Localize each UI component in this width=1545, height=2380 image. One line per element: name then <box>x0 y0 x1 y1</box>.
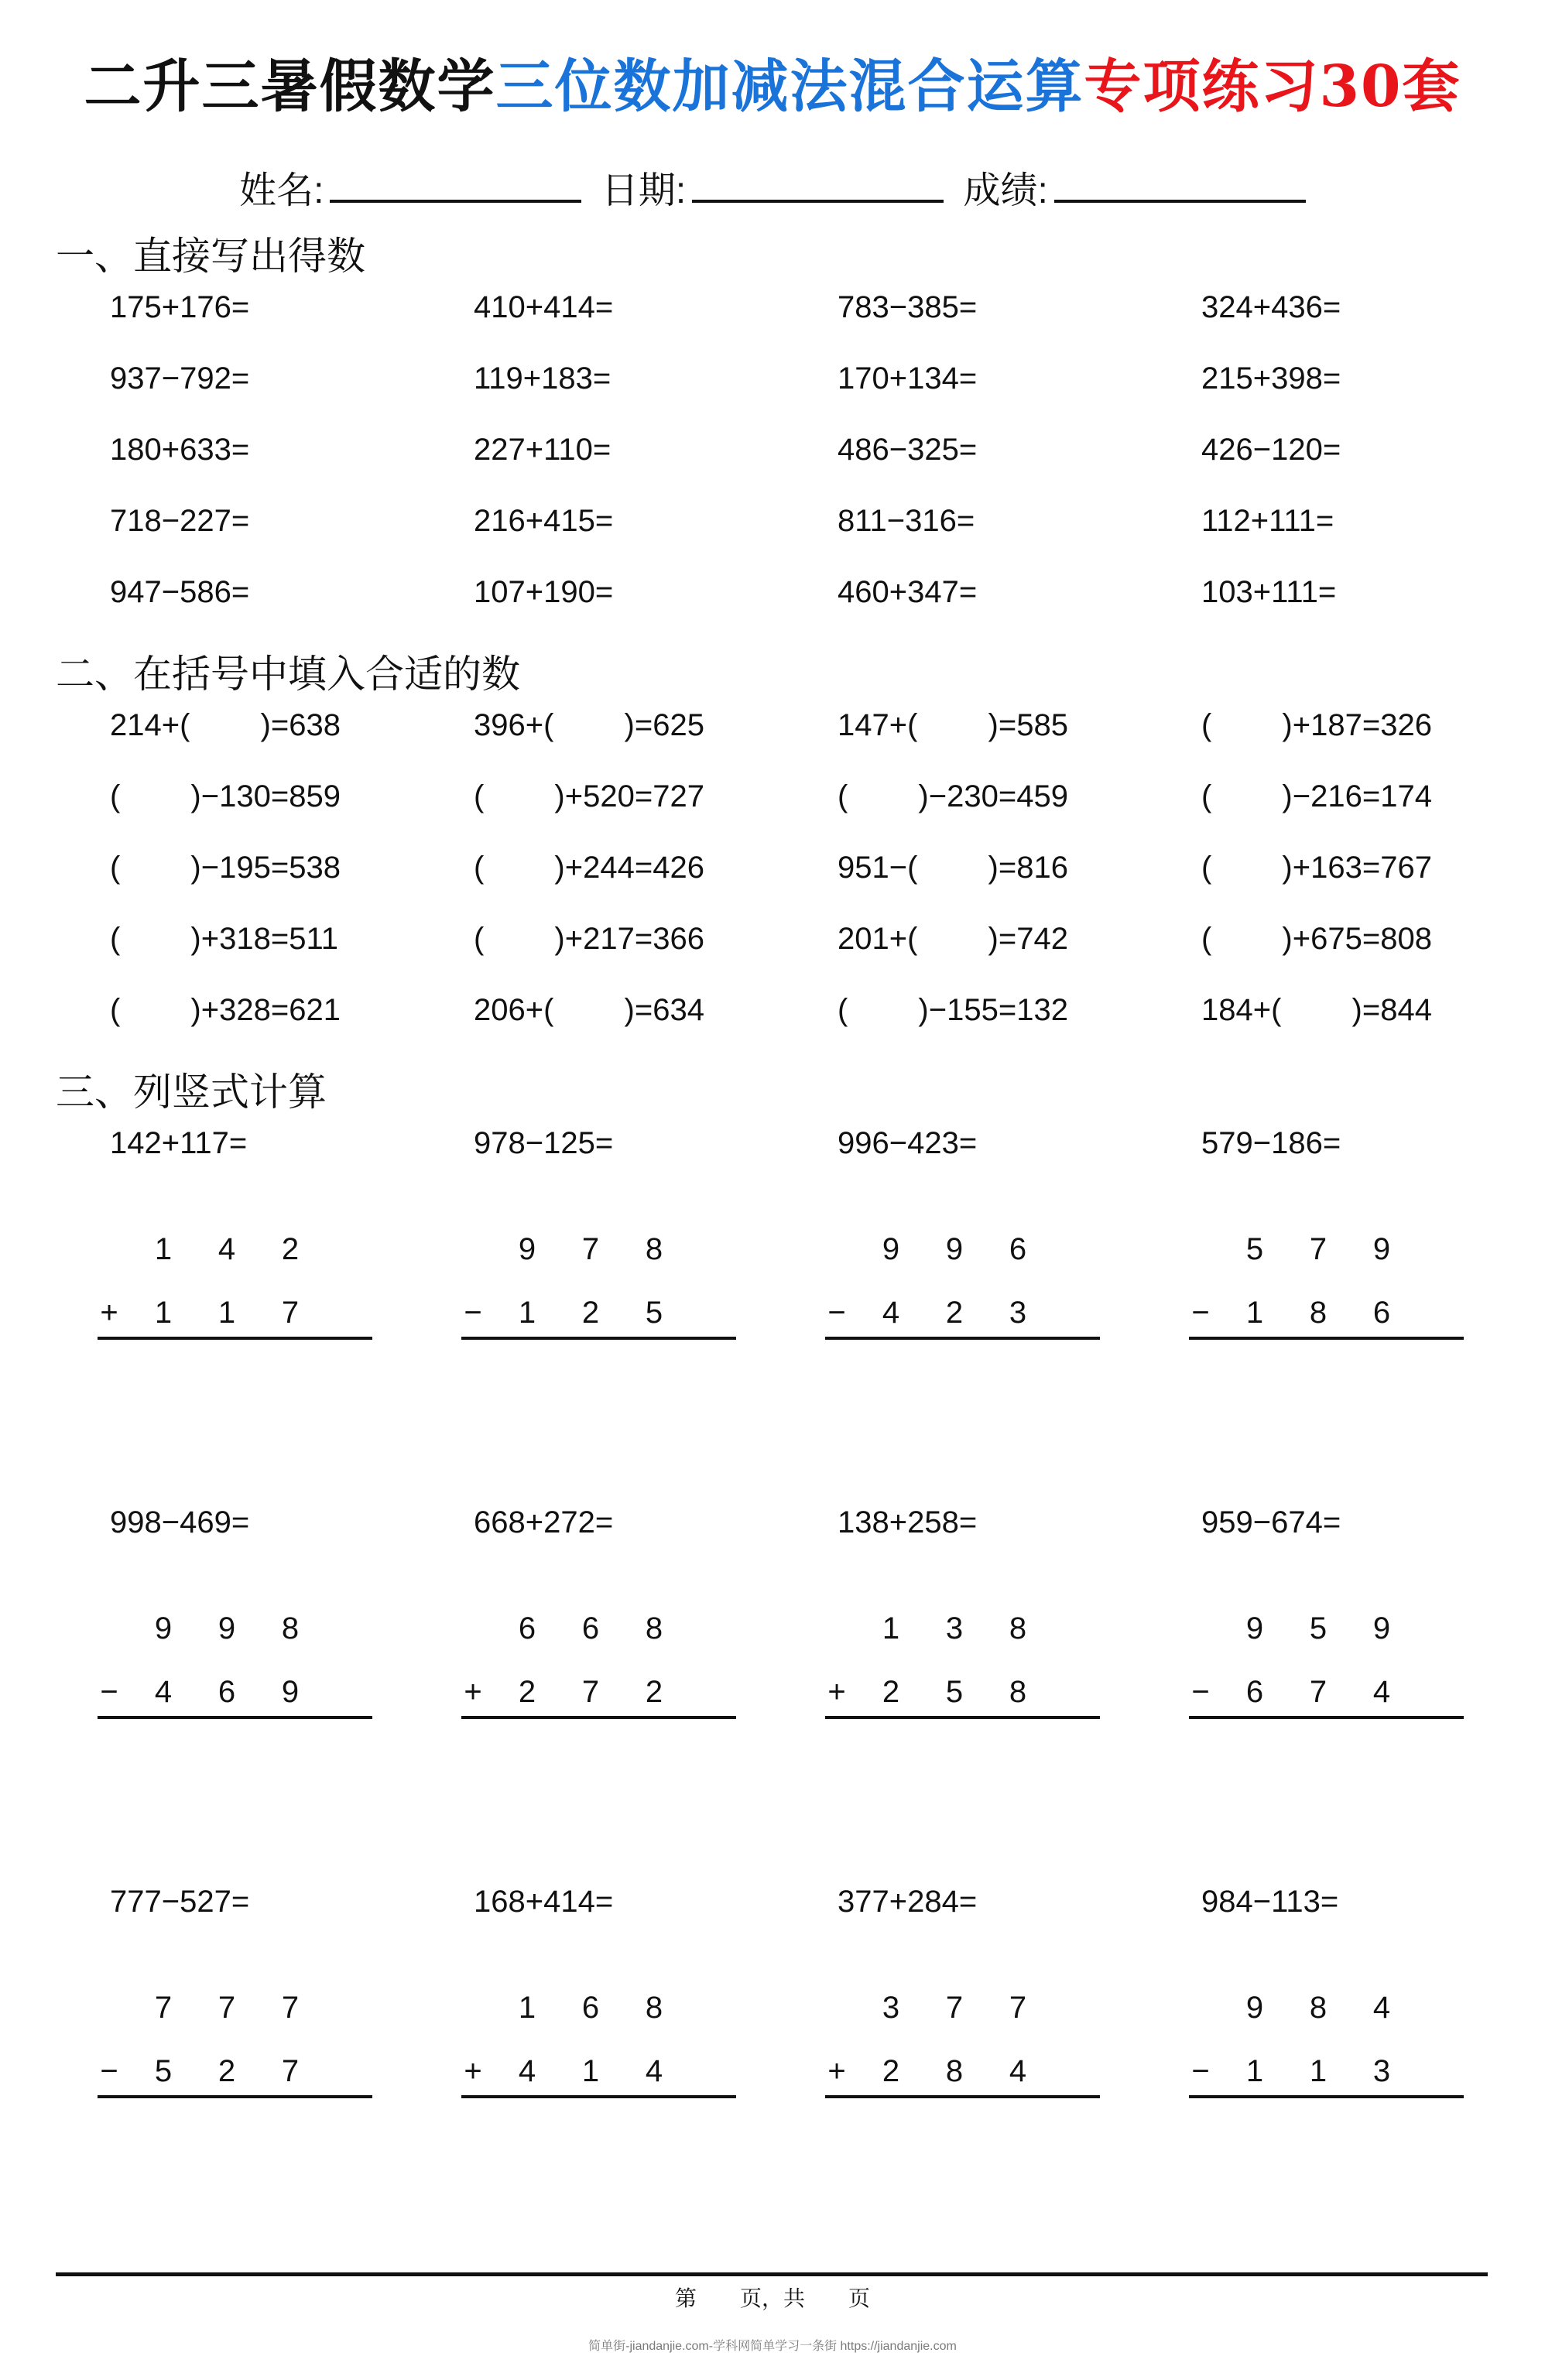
digit: 5 <box>645 1296 663 1330</box>
digit: 7 <box>281 2054 300 2088</box>
section-direct-title: 一、直接写出得数 <box>56 235 365 278</box>
digit: 3 <box>882 1991 900 2025</box>
digit: 5 <box>1245 1232 1264 1266</box>
problem-item: ( )−130=859 <box>110 779 341 813</box>
digit: 4 <box>1372 1675 1391 1709</box>
digit: 8 <box>945 2054 964 2088</box>
problem-item: 112+111= <box>1201 504 1334 538</box>
problem-item: 811−316= <box>838 504 975 538</box>
digit: 9 <box>518 1232 536 1266</box>
vertical-calculation <box>825 1988 1104 2104</box>
title-grade: 二升三暑假数学 <box>84 53 496 120</box>
bottom-operand <box>1189 1673 1468 1711</box>
digit: 8 <box>281 1611 300 1645</box>
problem-item: ( )−195=538 <box>110 851 341 885</box>
bottom-operand <box>461 2052 740 2091</box>
digit: 6 <box>581 1991 600 2025</box>
digit: 7 <box>281 1991 300 2025</box>
page-number: 第 页，共 页 <box>674 2286 870 2310</box>
digit: 2 <box>281 1232 300 1266</box>
answer-line[interactable] <box>461 1716 736 1719</box>
vertical-calculation <box>98 1609 376 1725</box>
operator-sign: − <box>1191 2054 1210 2088</box>
vertical-calculation <box>825 1609 1104 1725</box>
digit: 3 <box>1372 2054 1391 2088</box>
digit: 7 <box>581 1675 600 1709</box>
digit: 4 <box>1372 1991 1391 2025</box>
vertical-calculation <box>98 1230 376 1346</box>
title-topic: 三位数加减法混合运算 <box>495 53 1084 120</box>
problem-item: ( )−216=174 <box>1201 779 1432 813</box>
operator-sign: − <box>464 1296 482 1330</box>
digit: 8 <box>645 1611 663 1645</box>
digit: 1 <box>518 1296 536 1330</box>
digit: 4 <box>645 2054 663 2088</box>
top-operand <box>1189 1230 1468 1269</box>
digit: 7 <box>1009 1991 1027 2025</box>
digit: 8 <box>1009 1611 1027 1645</box>
digit: 4 <box>154 1675 173 1709</box>
operator-sign: − <box>827 1296 846 1330</box>
digit: 7 <box>281 1296 300 1330</box>
digit: 1 <box>218 1296 236 1330</box>
top-operand <box>1189 1988 1468 2027</box>
problem-item: 460+347= <box>838 575 978 609</box>
bottom-operand <box>98 2052 376 2091</box>
answer-line[interactable] <box>1189 1337 1464 1340</box>
problem-item: ( )−230=459 <box>838 779 1068 813</box>
date-blank[interactable] <box>692 163 944 203</box>
digit: 5 <box>945 1675 964 1709</box>
digit: 4 <box>518 2054 536 2088</box>
problem-item: 937−792= <box>110 361 250 396</box>
vertical-problem-prompt: 998−469= <box>110 1505 250 1539</box>
operator-sign: − <box>1191 1675 1210 1709</box>
vertical-problem-prompt: 984−113= <box>1201 1885 1339 1919</box>
top-operand <box>461 1988 740 2027</box>
vertical-problem-prompt: 668+272= <box>474 1505 614 1539</box>
digit: 1 <box>518 1991 536 2025</box>
problem-item: ( )+675=808 <box>1201 922 1432 956</box>
digit: 3 <box>945 1611 964 1645</box>
top-operand <box>98 1988 376 2027</box>
digit: 2 <box>581 1296 600 1330</box>
digit: 1 <box>882 1611 900 1645</box>
digit: 4 <box>218 1232 236 1266</box>
problem-item: ( )+244=426 <box>474 851 704 885</box>
top-operand <box>98 1609 376 1648</box>
digit: 1 <box>581 2054 600 2088</box>
digit: 7 <box>1309 1675 1327 1709</box>
digit: 7 <box>1309 1232 1327 1266</box>
problem-item: ( )+217=366 <box>474 922 704 956</box>
answer-line[interactable] <box>825 1337 1100 1340</box>
problem-item: 324+436= <box>1201 290 1341 324</box>
answer-line[interactable] <box>825 2095 1100 2098</box>
digit: 5 <box>154 2054 173 2088</box>
problem-item: ( )+187=326 <box>1201 708 1432 742</box>
vertical-calculation <box>1189 1230 1468 1346</box>
vertical-problem-prompt: 777−527= <box>110 1885 250 1919</box>
name-blank[interactable] <box>330 163 581 203</box>
problem-item: 951−( )=816 <box>838 851 1068 885</box>
answer-line[interactable] <box>98 2095 372 2098</box>
problem-item: 227+110= <box>474 433 611 467</box>
problem-item: 410+414= <box>474 290 614 324</box>
operator-sign: − <box>100 2054 118 2088</box>
digit: 1 <box>154 1296 173 1330</box>
problem-item: 216+415= <box>474 504 614 538</box>
bottom-operand <box>825 1293 1104 1332</box>
digit: 6 <box>1009 1232 1027 1266</box>
bottom-operand <box>98 1673 376 1711</box>
operator-sign: + <box>827 1675 846 1709</box>
problem-item: ( )+520=727 <box>474 779 704 813</box>
digit: 2 <box>882 2054 900 2088</box>
digit: 1 <box>1245 2054 1264 2088</box>
name-field <box>239 163 581 218</box>
problem-item: 170+134= <box>838 361 978 396</box>
problem-item: ( )−155=132 <box>838 993 1068 1027</box>
digit: 6 <box>1372 1296 1391 1330</box>
bottom-operand <box>461 1293 740 1332</box>
operator-sign: − <box>100 1675 118 1709</box>
vertical-problem-prompt: 138+258= <box>838 1505 978 1539</box>
digit: 7 <box>218 1991 236 2025</box>
digit: 2 <box>518 1675 536 1709</box>
vertical-calculation <box>1189 1609 1468 1725</box>
digit: 9 <box>154 1611 173 1645</box>
top-operand <box>461 1230 740 1269</box>
vertical-problem-prompt: 142+117= <box>110 1126 248 1160</box>
top-operand <box>825 1230 1104 1269</box>
digit: 5 <box>1309 1611 1327 1645</box>
problem-item: 426−120= <box>1201 433 1341 467</box>
top-operand <box>825 1609 1104 1648</box>
operator-sign: − <box>1191 1296 1210 1330</box>
watermark: 简单街-jiandanjie.com-学科网简单学习一条街 https://jiandanjie.com <box>588 2340 957 2353</box>
top-operand <box>1189 1609 1468 1648</box>
digit: 2 <box>945 1296 964 1330</box>
problem-item: ( )+163=767 <box>1201 851 1432 885</box>
vertical-calculation <box>1189 1988 1468 2104</box>
digit: 8 <box>645 1232 663 1266</box>
digit: 8 <box>645 1991 663 2025</box>
operator-sign: + <box>827 2054 846 2088</box>
digit: 7 <box>581 1232 600 1266</box>
digit: 2 <box>645 1675 663 1709</box>
problem-item: 486−325= <box>838 433 978 467</box>
digit: 9 <box>1372 1611 1391 1645</box>
answer-line[interactable] <box>98 1337 372 1340</box>
digit: 8 <box>1309 1991 1327 2025</box>
digit: 7 <box>945 1991 964 2025</box>
bottom-operand <box>461 1673 740 1711</box>
footer-divider <box>56 2272 1488 2276</box>
answer-line[interactable] <box>461 1337 736 1340</box>
problem-item: 180+633= <box>110 433 250 467</box>
bottom-operand <box>825 1673 1104 1711</box>
digit: 9 <box>1372 1232 1391 1266</box>
vertical-problem-prompt: 377+284= <box>838 1885 978 1919</box>
name-label: 姓名: <box>239 170 324 211</box>
bottom-operand <box>1189 1293 1468 1332</box>
section-fill-title: 二、在括号中填入合适的数 <box>56 652 520 696</box>
vertical-problem-prompt: 996−423= <box>838 1126 978 1160</box>
date-field <box>601 163 944 218</box>
problem-item: ( )+318=511 <box>110 922 338 956</box>
vertical-problem-prompt: 959−674= <box>1201 1505 1341 1539</box>
answer-line[interactable] <box>1189 2095 1464 2098</box>
problem-item: 215+398= <box>1201 361 1341 396</box>
problem-item: 214+( )=638 <box>110 708 341 742</box>
digit: 9 <box>1245 1991 1264 2025</box>
bottom-operand <box>1189 2052 1468 2091</box>
vertical-calculation <box>461 1988 740 2104</box>
top-operand <box>98 1230 376 1269</box>
score-label: 成绩: <box>963 170 1048 211</box>
problem-item: 175+176= <box>110 290 250 324</box>
score-field <box>964 163 1306 218</box>
problem-item: 147+( )=585 <box>838 708 1068 742</box>
digit: 6 <box>218 1675 236 1709</box>
digit: 9 <box>1245 1611 1264 1645</box>
digit: 9 <box>281 1675 300 1709</box>
digit: 2 <box>218 2054 236 2088</box>
digit: 4 <box>882 1296 900 1330</box>
student-info-line <box>0 163 1545 218</box>
problem-item: 107+190= <box>474 575 614 609</box>
section-vertical-title: 三、列竖式计算 <box>56 1070 327 1114</box>
digit: 9 <box>945 1232 964 1266</box>
digit: 8 <box>1009 1675 1027 1709</box>
worksheet-title <box>0 48 1545 125</box>
problem-item: 184+( )=844 <box>1201 993 1432 1027</box>
answer-line[interactable] <box>461 2095 736 2098</box>
answer-line[interactable] <box>825 1716 1100 1719</box>
vertical-calculation <box>461 1609 740 1725</box>
digit: 6 <box>581 1611 600 1645</box>
digit: 6 <box>518 1611 536 1645</box>
digit: 3 <box>1009 1296 1027 1330</box>
problem-item: 396+( )=625 <box>474 708 704 742</box>
digit: 9 <box>218 1611 236 1645</box>
vertical-calculation <box>825 1230 1104 1346</box>
digit: 2 <box>882 1675 900 1709</box>
problem-item: 103+111= <box>1201 575 1337 609</box>
digit: 1 <box>1309 2054 1327 2088</box>
score-blank[interactable] <box>1054 163 1306 203</box>
title-series: 专项练习30套 <box>1084 53 1461 120</box>
problem-item: 947−586= <box>110 575 250 609</box>
answer-line[interactable] <box>98 1716 372 1719</box>
vertical-calculation <box>461 1230 740 1346</box>
problem-item: 206+( )=634 <box>474 993 704 1027</box>
date-label: 日期: <box>601 170 687 211</box>
digit: 1 <box>1245 1296 1264 1330</box>
vertical-problem-prompt: 978−125= <box>474 1126 614 1160</box>
operator-sign: + <box>100 1296 118 1330</box>
operator-sign: + <box>464 1675 482 1709</box>
vertical-problem-prompt: 579−186= <box>1201 1126 1341 1160</box>
digit: 4 <box>1009 2054 1027 2088</box>
digit: 1 <box>154 1232 173 1266</box>
problem-item: 718−227= <box>110 504 250 538</box>
top-operand <box>825 1988 1104 2027</box>
vertical-calculation <box>98 1988 376 2104</box>
digit: 6 <box>1245 1675 1264 1709</box>
top-operand <box>461 1609 740 1648</box>
problem-item: 201+( )=742 <box>838 922 1068 956</box>
answer-line[interactable] <box>1189 1716 1464 1719</box>
digit: 8 <box>1309 1296 1327 1330</box>
digit: 7 <box>154 1991 173 2025</box>
operator-sign: + <box>464 2054 482 2088</box>
problem-item: 783−385= <box>838 290 978 324</box>
bottom-operand <box>98 1293 376 1332</box>
problem-item: ( )+328=621 <box>110 993 341 1027</box>
vertical-problem-prompt: 168+414= <box>474 1885 614 1919</box>
bottom-operand <box>825 2052 1104 2091</box>
digit: 9 <box>882 1232 900 1266</box>
problem-item: 119+183= <box>474 361 611 396</box>
